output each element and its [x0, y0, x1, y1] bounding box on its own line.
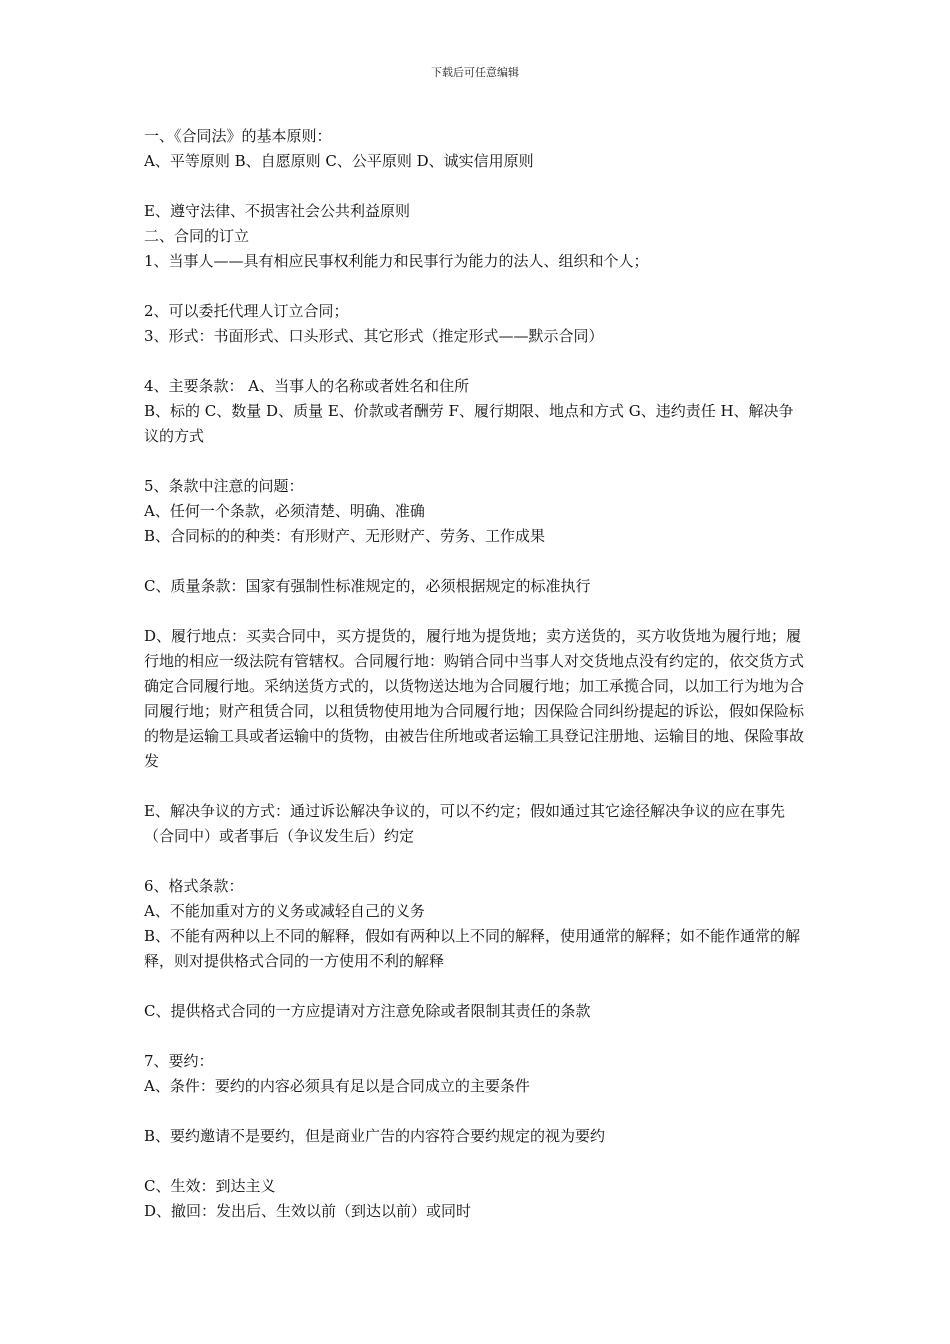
text-line: 二、合同的订立: [144, 227, 250, 245]
text-line: C、提供格式合同的一方应提请对方注意免除或者限制其责任的条款: [144, 1002, 591, 1020]
text-line: 一、《合同法》的基本原则：: [144, 127, 332, 145]
text-line: 2、可以委托代理人订立合同；: [144, 302, 349, 320]
text-line: C、质量条款：国家有强制性标准规定的，必须根据规定的标准执行: [144, 577, 591, 595]
text-line: E、遵守法律、不损害社会公共利益原则: [144, 202, 410, 220]
text-line: 1、当事人——具有相应民事权利能力和民事行为能力的法人、组织和个人；: [144, 252, 649, 270]
text-line: D、撤回：发出后、生效以前（到达以前）或同时: [144, 1202, 472, 1220]
text-line: A、平等原则 B、自愿原则 C、公平原则 D、诚实信用原则: [144, 152, 534, 170]
text-line: D、履行地点：买卖合同中，买方提货的，履行地为提货地；卖方送货的，买方收货地为履行地；履行地的相应一级法院有管辖权。合同履行地：购销合同中当事人对交货地点没有约定的，依交货方式确定合同履行地。采纳送货方式的，以货物送达地为合同履行地；加工承揽合同，以加工行为地为合同履行地；财产租赁合同，以租赁物使用地为合同履行地；因保险合同纠纷提起的诉讼，假如保险标的物是运输工具或者运输中的货物，由被告住所地或者运输工具登记注册地、运输目的地、保险事故发: [144, 627, 805, 770]
text-line: B、合同标的的种类：有形财产、无形财产、劳务、工作成果: [144, 527, 546, 545]
text-line: 4、主要条款： A、当事人的名称或者姓名和住所: [144, 377, 470, 395]
document-body: [144, 124, 808, 1224]
text-line: A、条件：要约的内容必须具有足以是合同成立的主要条件: [144, 1077, 530, 1095]
page-header: 下载后可任意编辑: [431, 66, 519, 79]
text-line: A、不能加重对方的义务或减轻自己的义务: [144, 902, 425, 920]
text-line: B、标的 C、数量 D、质量 E、价款或者酬劳 F、履行期限、地点和方式 G、违约责任 H、解决争议的方式: [144, 402, 794, 445]
text-line: 3、形式：书面形式、口头形式、其它形式（推定形式——默示合同）: [144, 327, 604, 345]
text-line: C、生效：到达主义: [144, 1177, 276, 1195]
text-line: 6、格式条款：: [144, 877, 244, 895]
text-line: A、任何一个条款，必须清楚、明确、准确: [144, 502, 425, 520]
text-line: 5、条款中注意的问题：: [144, 477, 304, 495]
text-line: E、解决争议的方式：通过诉讼解决争议的，可以不约定；假如通过其它途径解决争议的应在事先（合同中）或者事后（争议发生后）约定: [144, 802, 785, 845]
text-line: B、要约邀请不是要约，但是商业广告的内容符合要约规定的视为要约: [144, 1127, 606, 1145]
text-line: 7、要约：: [144, 1052, 214, 1070]
text-line: B、不能有两种以上不同的解释，假如有两种以上不同的解释，使用通常的解释；如不能作通常的解释，则对提供格式合同的一方使用不利的解释: [144, 927, 801, 970]
